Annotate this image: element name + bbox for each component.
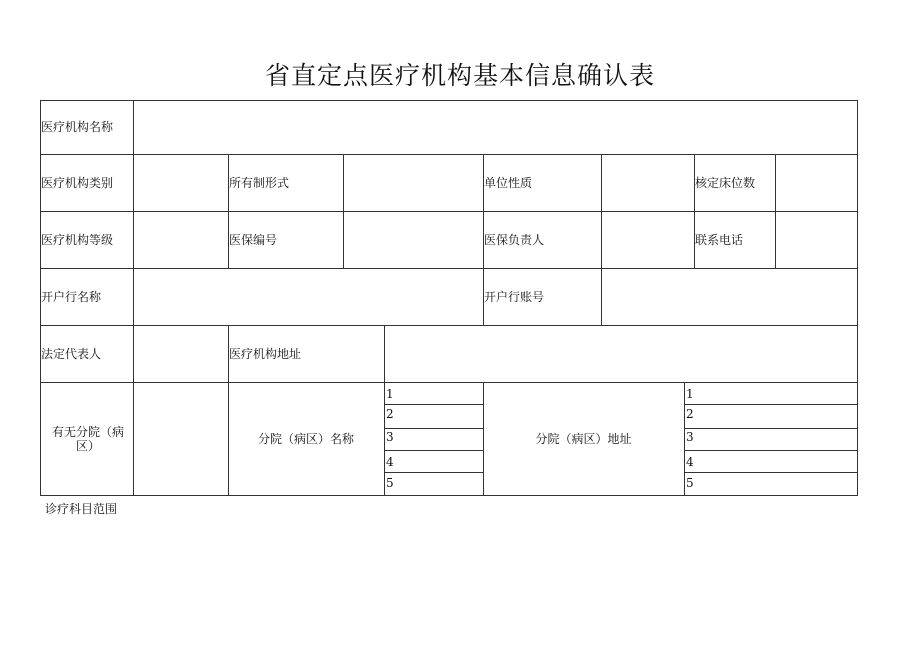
row-line: [40, 382, 858, 383]
col-line: [601, 154, 602, 325]
sub-row-line: [684, 428, 858, 429]
label-contact-phone: 联系电话: [695, 233, 744, 247]
sub-row-line: [384, 428, 484, 429]
col-line: [384, 325, 385, 495]
branch-name-number: 1: [386, 387, 394, 401]
sub-row-line: [384, 472, 484, 473]
branch-address-number: 3: [686, 430, 694, 444]
table-border-right: [857, 100, 858, 496]
sub-row-line: [684, 450, 858, 451]
col-line: [133, 100, 134, 495]
label-unit-nature: 单位性质: [484, 176, 533, 190]
label-branch-name: 分院（病区）名称: [257, 432, 354, 446]
label-approved-beds: 核定床位数: [695, 176, 756, 190]
label-ownership-form: 所有制形式: [229, 176, 290, 190]
sub-row-line: [684, 404, 858, 405]
branch-name-number: 5: [386, 476, 394, 490]
col-line: [684, 382, 685, 495]
row-line: [40, 495, 858, 496]
branch-address-number: 1: [686, 387, 694, 401]
treatment-scope-label: 诊疗科目范围: [45, 502, 118, 516]
branch-address-number: 2: [686, 407, 694, 421]
row-line: [40, 154, 858, 155]
branch-address-number: 4: [686, 455, 694, 469]
row-line: [40, 268, 858, 269]
col-line: [228, 154, 229, 268]
label-branch-exists: 有无分院（病区）: [51, 425, 124, 453]
label-insurance-code: 医保编号: [229, 233, 278, 247]
col-line: [775, 154, 776, 268]
branch-name-number: 4: [386, 455, 394, 469]
label-institution-name: 医疗机构名称: [41, 120, 114, 134]
label-bank-name: 开户行名称: [41, 290, 102, 304]
row-line: [40, 325, 858, 326]
label-institution-category: 医疗机构类别: [41, 176, 114, 190]
row-line: [40, 100, 858, 101]
label-branch-address: 分院（病区）地址: [535, 432, 632, 446]
sub-row-line: [684, 472, 858, 473]
branch-name-number: 2: [386, 407, 394, 421]
label-institution-address: 医疗机构地址: [229, 347, 302, 361]
label-legal-rep: 法定代表人: [41, 347, 102, 361]
sub-row-line: [384, 450, 484, 451]
label-insurance-manager: 医保负责人: [484, 233, 545, 247]
form-title: 省直定点医疗机构基本信息确认表: [264, 61, 655, 90]
branch-address-number: 5: [686, 476, 694, 490]
col-line: [694, 154, 695, 268]
sub-row-line: [384, 404, 484, 405]
branch-name-number: 3: [386, 430, 394, 444]
label-institution-level: 医疗机构等级: [41, 233, 114, 247]
label-bank-account: 开户行账号: [484, 290, 545, 304]
col-line: [343, 154, 344, 268]
row-line: [40, 211, 858, 212]
